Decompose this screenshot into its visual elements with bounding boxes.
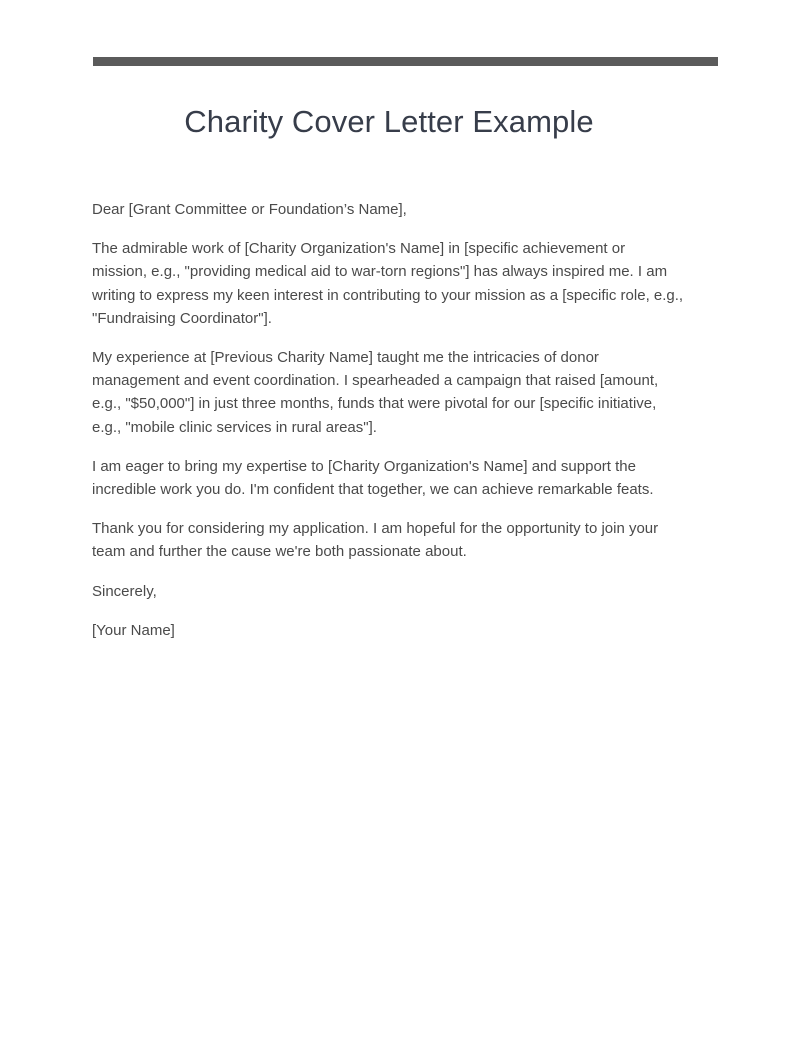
page-title: Charity Cover Letter Example <box>184 104 594 139</box>
letter-closing: Sincerely, <box>92 582 157 600</box>
letter-paragraph-4: Thank you for considering my application. I am hopeful for the opportunity to join your team and further the cause we're both passionate about. <box>92 520 659 561</box>
letter-paragraph-3: I am eager to bring my expertise to [Charity Organization's Name] and support the incredible work you do. I'm confident that together, we can achieve remarkable feats. <box>92 457 654 499</box>
letter-paragraph-2: My experience at [Previous Charity Name] taught me the intricacies of donor management and event coordination. I spearheaded a campaign that raised [amount, e.g., "$50,000"] in just three months, funds that were pivotal for our [specific initiative, e.g., "mobile clinic services in rural areas"]. <box>92 349 659 436</box>
letter-body <box>92 198 684 642</box>
letter-signature: [Your Name] <box>92 621 175 639</box>
letter-salutation: Dear [Grant Committee or Foundation’s Name], <box>92 201 407 218</box>
header-divider-rule <box>93 57 718 66</box>
letter-paragraph-1: The admirable work of [Charity Organization's Name] in [specific achievement or mission, e.g., "providing medical aid to war-torn regions"] has always inspired me. I am writing to express my keen interest in contributing to your mission as a [specific role, e.g., "Fundraising Coordinator"]. <box>92 240 684 327</box>
